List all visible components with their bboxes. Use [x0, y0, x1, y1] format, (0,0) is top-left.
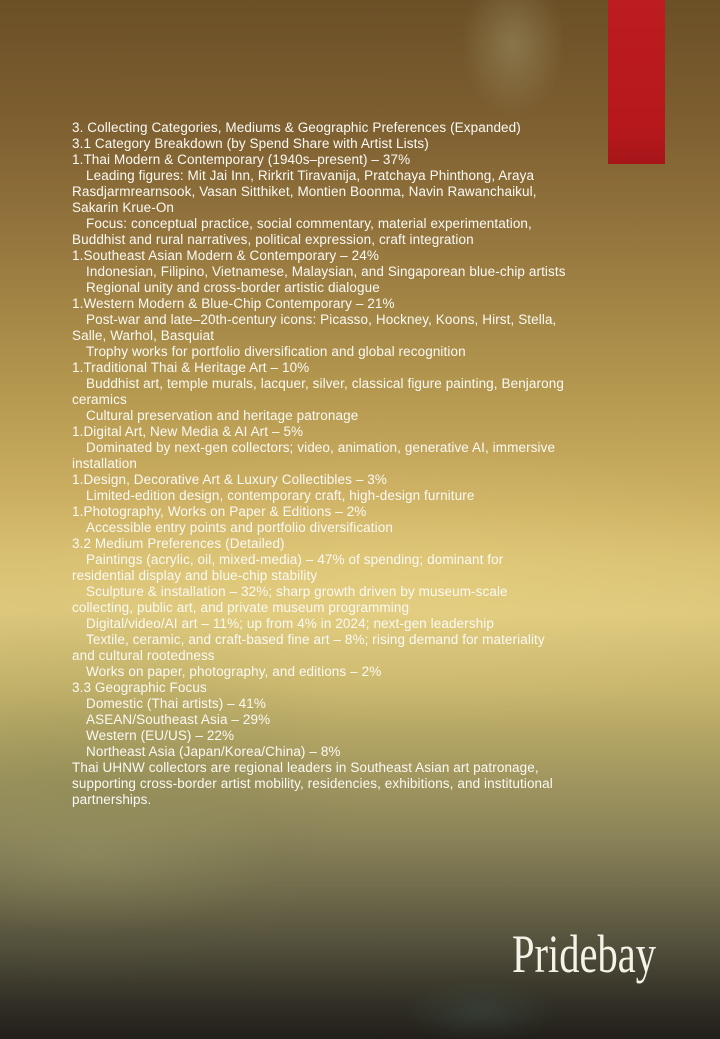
- text-line: installation: [72, 456, 137, 471]
- text-line: 3.1 Category Breakdown (by Spend Share with Artist Lists): [72, 136, 429, 151]
- text-line: Paintings (acrylic, oil, mixed-media) – 47% of spending; dominant for: [86, 552, 504, 567]
- text-line: Post-war and late–20th-century icons: Picasso, Hockney, Koons, Hirst, Stella,: [86, 312, 557, 327]
- brand-logo: Pridebay: [512, 924, 656, 984]
- text-line: Trophy works for portfolio diversification and global recognition: [86, 344, 466, 359]
- text-line: Buddhist and rural narratives, political expression, craft integration: [72, 232, 474, 247]
- text-line: Focus: conceptual practice, social commentary, material experimentation,: [86, 216, 532, 231]
- text-line: Leading figures: Mit Jai Inn, Rirkrit Tiravanija, Pratchaya Phinthong, Araya: [86, 168, 535, 183]
- text-line: Rasdjarmrearnsook, Vasan Sitthiket, Montien Boonma, Navin Rawanchaikul,: [72, 184, 537, 199]
- text-line: collecting, public art, and private museum programming: [72, 600, 410, 615]
- text-line: Sakarin Krue-On: [72, 200, 175, 215]
- text-line: 1.Digital Art, New Media & AI Art – 5%: [72, 424, 304, 439]
- text-line: ASEAN/Southeast Asia – 29%: [86, 712, 271, 727]
- text-line: Sculpture & installation – 32%; sharp growth driven by museum-scale: [86, 584, 508, 599]
- text-line: Thai UHNW collectors are regional leaders in Southeast Asian art patronage,: [72, 760, 539, 775]
- text-line: Digital/video/AI art – 11%; up from 4% in 2024; next-gen leadership: [86, 616, 494, 631]
- text-line: Western (EU/US) – 22%: [86, 728, 235, 743]
- text-line: 1.Design, Decorative Art & Luxury Collectibles – 3%: [72, 472, 387, 487]
- text-line: 1.Thai Modern & Contemporary (1940s–present) – 37%: [72, 152, 411, 167]
- document-text: [72, 120, 672, 808]
- text-line: Textile, ceramic, and craft-based fine art – 8%; rising demand for materiality: [86, 632, 545, 647]
- text-line: 3. Collecting Categories, Mediums & Geographic Preferences (Expanded): [72, 120, 521, 135]
- text-line: 1.Western Modern & Blue-Chip Contemporary – 21%: [72, 296, 395, 311]
- text-line: Buddhist art, temple murals, lacquer, silver, classical figure painting, Benjarong: [86, 376, 564, 391]
- text-line: and cultural rootedness: [72, 648, 215, 663]
- text-line: Dominated by next-gen collectors; video, animation, generative AI, immersive: [86, 440, 556, 455]
- text-line: partnerships.: [72, 792, 152, 807]
- text-line: Accessible entry points and portfolio diversification: [86, 520, 393, 535]
- text-line: 1.Photography, Works on Paper & Editions – 2%: [72, 504, 367, 519]
- text-line: Domestic (Thai artists) – 41%: [86, 696, 266, 711]
- text-line: supporting cross-border artist mobility, residencies, exhibitions, and institutional: [72, 776, 553, 791]
- text-line: Works on paper, photography, and editions – 2%: [86, 664, 382, 679]
- text-line: Salle, Warhol, Basquiat: [72, 328, 215, 343]
- text-line: Regional unity and cross-border artistic dialogue: [86, 280, 380, 295]
- text-line: ceramics: [72, 392, 127, 407]
- text-line: Limited-edition design, contemporary craft, high-design furniture: [86, 488, 475, 503]
- text-line: 3.2 Medium Preferences (Detailed): [72, 536, 285, 551]
- text-line: 3.3 Geographic Focus: [72, 680, 207, 695]
- text-line: Cultural preservation and heritage patronage: [86, 408, 359, 423]
- text-line: 1.Traditional Thai & Heritage Art – 10%: [72, 360, 310, 375]
- text-line: Northeast Asia (Japan/Korea/China) – 8%: [86, 744, 341, 759]
- text-line: Indonesian, Filipino, Vietnamese, Malaysian, and Singaporean blue-chip artists: [86, 264, 566, 279]
- text-line: residential display and blue-chip stability: [72, 568, 318, 583]
- text-line: 1.Southeast Asian Modern & Contemporary – 24%: [72, 248, 379, 263]
